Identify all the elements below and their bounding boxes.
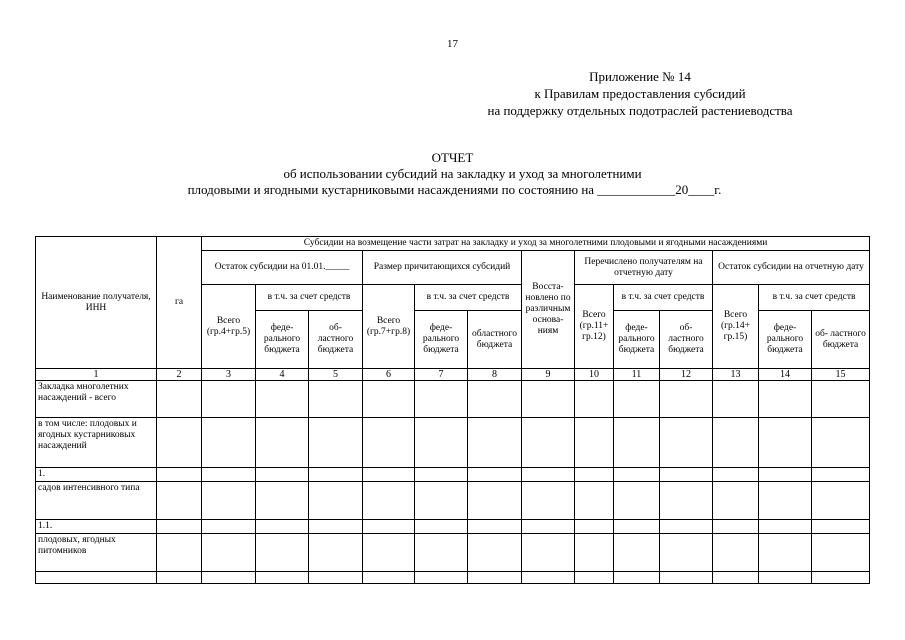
header-ha: га xyxy=(157,237,202,369)
title-line-1: ОТЧЕТ xyxy=(431,150,474,165)
header-transferred: Перечислено получателям на отчетную дату xyxy=(575,251,713,285)
header-reg-1: об- ластного бюджета xyxy=(309,311,363,369)
column-number: 12 xyxy=(660,369,713,381)
row-label: плодовых, ягодных питомников xyxy=(36,534,157,572)
column-number: 13 xyxy=(713,369,759,381)
column-number: 15 xyxy=(812,369,870,381)
appendix-line-1: Приложение № 14 xyxy=(589,69,691,84)
row-label xyxy=(36,572,157,584)
header-total-2: Всего (гр.7+гр.8) xyxy=(363,285,415,369)
column-number: 9 xyxy=(522,369,575,381)
header-fed-1: феде- рального бюджета xyxy=(256,311,309,369)
row-label: 1.1. xyxy=(36,520,157,534)
title-line-2: об использовании субсидий на закладку и уход за многолетними xyxy=(283,166,642,181)
column-number: 5 xyxy=(309,369,363,381)
column-number: 14 xyxy=(759,369,812,381)
header-incl-1: в т.ч. за счет средств xyxy=(256,285,363,311)
header-due: Размер причитающихся субсидий xyxy=(363,251,522,285)
header-group-top: Субсидии на возмещение части затрат на закладку и уход за многолетними плодовыми и ягодными насаждениями xyxy=(202,237,870,251)
row-label: в том числе: плодовых и ягодных кустарниковых насаждений xyxy=(36,418,157,468)
table-row xyxy=(36,520,870,534)
header-incl-3: в т.ч. за счет средств xyxy=(614,285,713,311)
table-row xyxy=(36,482,870,520)
header-reg-2: областного бюджета xyxy=(468,311,522,369)
page-number: 17 xyxy=(447,38,458,50)
header-total-3: Всего (гр.11+ гр.12) xyxy=(575,285,614,369)
appendix-line-3: на поддержку отдельных подотраслей растениеводства xyxy=(487,103,793,118)
table-row xyxy=(36,418,870,468)
row-label: Закладка многолетних насаждений - всего xyxy=(36,381,157,418)
column-number: 2 xyxy=(157,369,202,381)
column-number: 4 xyxy=(256,369,309,381)
column-number: 11 xyxy=(614,369,660,381)
header-balance-end: Остаток субсидии на отчетную дату xyxy=(713,251,870,285)
header-total-1: Всего (гр.4+гр.5) xyxy=(202,285,256,369)
header-balance-start: Остаток субсидии на 01.01._____ xyxy=(202,251,363,285)
header-incl-4: в т.ч. за счет средств xyxy=(759,285,870,311)
header-fed-4: феде- рального бюджета xyxy=(759,311,812,369)
header-total-4: Всего (гр.14+ гр.15) xyxy=(713,285,759,369)
column-number: 10 xyxy=(575,369,614,381)
column-number: 1 xyxy=(36,369,157,381)
header-restored: Восста- новлено по различным основа- ниям xyxy=(522,251,575,369)
report-title xyxy=(0,150,905,198)
column-number: 8 xyxy=(468,369,522,381)
column-number: 7 xyxy=(415,369,468,381)
row-label: 1. xyxy=(36,468,157,482)
row-label: садов интенсивного типа xyxy=(36,482,157,520)
column-number: 3 xyxy=(202,369,256,381)
header-fed-2: феде- рального бюджета xyxy=(415,311,468,369)
header-recipient: Наименование получателя, ИНН xyxy=(36,237,157,369)
appendix-line-2: к Правилам предоставления субсидий xyxy=(534,86,746,101)
header-incl-2: в т.ч. за счет средств xyxy=(415,285,522,311)
table-row xyxy=(36,468,870,482)
header-reg-4: об- ластного бюджета xyxy=(812,311,870,369)
appendix-header xyxy=(440,68,840,119)
header-reg-3: об- ластного бюджета xyxy=(660,311,713,369)
subsidy-report-table xyxy=(35,236,870,584)
table-row xyxy=(36,381,870,418)
title-line-3: плодовыми и ягодными кустарниковыми насаждениями по состоянию на ____________20____г. xyxy=(187,182,722,197)
table-row xyxy=(36,572,870,584)
column-number: 6 xyxy=(363,369,415,381)
header-fed-3: феде- рального бюджета xyxy=(614,311,660,369)
table-row xyxy=(36,534,870,572)
